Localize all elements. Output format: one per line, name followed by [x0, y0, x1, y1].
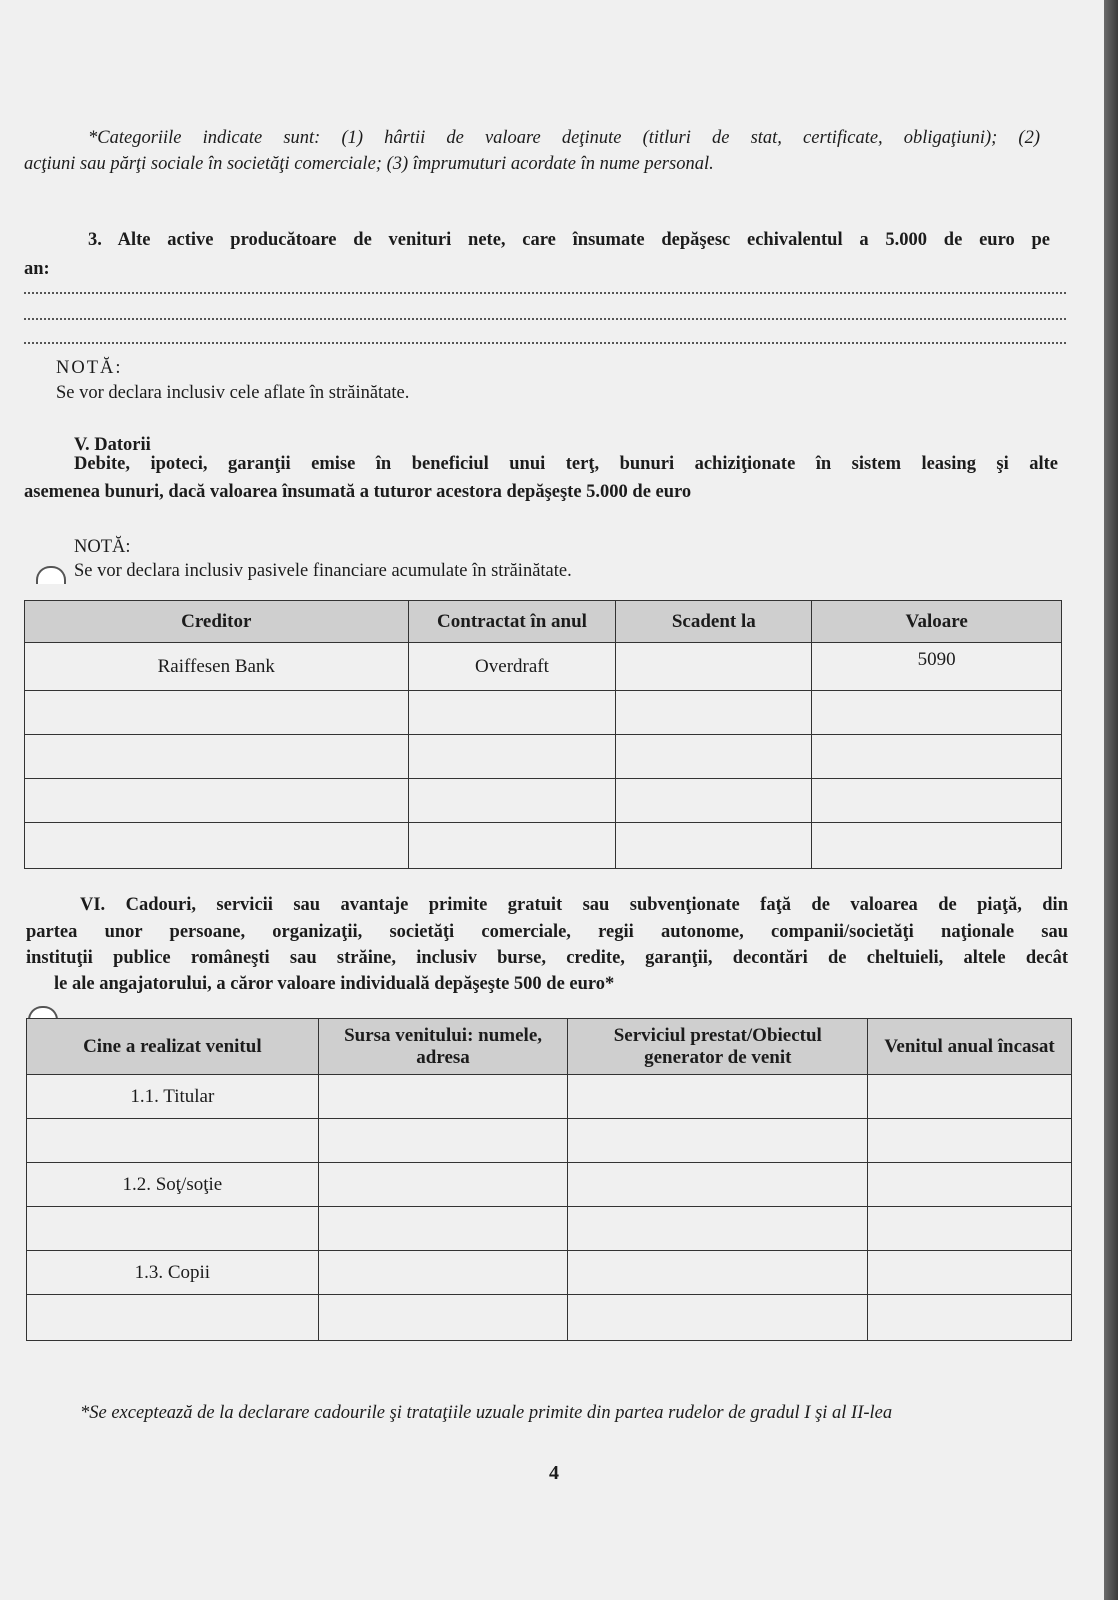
gifts-cell — [568, 1075, 868, 1119]
dotted-line-3 — [24, 342, 1066, 344]
debts-cell — [25, 823, 409, 869]
nota1-title: NOTĂ: — [56, 358, 123, 378]
gifts-cell — [568, 1295, 868, 1341]
footnote-categories-line2: acţiuni sau părţi sociale în societăţi comerciale; (3) împrumuturi acordate în nume personal. — [24, 154, 714, 174]
debts-cell — [25, 691, 409, 735]
table-row — [27, 1075, 1072, 1119]
gifts-cell — [27, 1119, 319, 1163]
table-row — [27, 1295, 1072, 1341]
section3-line2: an: — [24, 259, 50, 279]
gifts-cell — [27, 1207, 319, 1251]
dotted-line-1 — [24, 292, 1066, 294]
debts-cell — [812, 823, 1062, 869]
gifts-cell — [27, 1295, 319, 1341]
gifts-cell — [318, 1295, 568, 1341]
section5-heading: V. Datorii — [74, 435, 151, 455]
table-row — [25, 823, 1062, 869]
debts-cell — [616, 779, 812, 823]
debts-table-header — [25, 601, 1062, 643]
table-row — [27, 1207, 1072, 1251]
gifts-cell — [868, 1251, 1072, 1295]
gifts-cell — [318, 1075, 568, 1119]
gifts-cell — [318, 1251, 568, 1295]
footnote-gifts: *Se exceptează de la declarare cadourile şi trataţiile uzuale primite din partea rudelor de gradul I şi al II-lea — [80, 1403, 893, 1423]
gifts-header-who: Cine a realizat venitul — [27, 1019, 319, 1075]
debts-cell — [408, 779, 616, 823]
gifts-cell — [568, 1163, 868, 1207]
gifts-header-income: Venitul anual încasat — [868, 1019, 1072, 1075]
binder-hole-icon — [36, 566, 66, 584]
gifts-cell — [868, 1207, 1072, 1251]
debts-header-value: Valoare — [812, 601, 1062, 643]
debts-cell — [408, 735, 616, 779]
gifts-cell — [868, 1119, 1072, 1163]
debts-header-creditor: Creditor — [25, 601, 409, 643]
gifts-table — [26, 1018, 1072, 1341]
gifts-cell — [318, 1207, 568, 1251]
section6-line1: VI. Cadouri, servicii sau avantaje primite gratuit sau subvenţionate faţă de valoarea de piaţă, din — [80, 895, 1068, 915]
gifts-cell — [868, 1075, 1072, 1119]
debts-cell — [408, 691, 616, 735]
table-row — [25, 735, 1062, 779]
footnote-categories-line1: *Categoriile indicate sunt: (1) hârtii de valoare deţinute (titluri de stat, certificate, obligaţiuni); (2) — [88, 128, 1040, 148]
gifts-header-service: Serviciul prestat/Obiectul generator de venit — [568, 1019, 868, 1075]
section6-line3: instituţii publice româneşti sau străine, inclusiv burse, credite, garanţii, decontări de cheltuieli, altele decât — [26, 948, 1068, 968]
debts-cell — [812, 691, 1062, 735]
debts-cell — [616, 735, 812, 779]
gifts-cell: 1.3. Copii — [27, 1251, 319, 1295]
debts-cell: Raiffesen Bank — [25, 643, 409, 691]
gifts-cell — [318, 1163, 568, 1207]
gifts-table-header — [27, 1019, 1072, 1075]
section6-line4: le ale angajatorului, a căror valoare individuală depăşeşte 500 de euro* — [54, 974, 615, 994]
debts-cell: Overdraft — [408, 643, 616, 691]
nota1-text: Se vor declara inclusiv cele aflate în străinătate. — [56, 383, 410, 403]
gifts-cell — [568, 1207, 868, 1251]
table-row — [27, 1163, 1072, 1207]
debts-cell — [616, 643, 812, 691]
debts-cell — [812, 735, 1062, 779]
gifts-cell — [568, 1119, 868, 1163]
gifts-cell: 1.2. Soţ/soţie — [27, 1163, 319, 1207]
debts-cell — [25, 779, 409, 823]
debts-table — [24, 600, 1062, 869]
table-row — [25, 779, 1062, 823]
debts-cell — [616, 691, 812, 735]
debts-cell — [25, 735, 409, 779]
debts-cell — [616, 823, 812, 869]
page-edge-shadow — [1104, 0, 1118, 1600]
gifts-cell — [868, 1295, 1072, 1341]
section5-line2: asemenea bunuri, dacă valoarea însumată a tuturor acestora depăşeşte 5.000 de euro — [24, 482, 692, 502]
gifts-cell — [868, 1163, 1072, 1207]
nota2-text: Se vor declara inclusiv pasivele financiare acumulate în străinătate. — [74, 561, 572, 581]
section6-line2: partea unor persoane, organizaţii, societăţi comerciale, regii autonome, companii/societăţi naţionale sau — [26, 922, 1068, 942]
section5-line1: Debite, ipoteci, garanţii emise în beneficiul unui terţ, bunuri achiziţionate în sistem leasing şi alte — [74, 454, 1058, 474]
debts-header-contracted: Contractat în anul — [408, 601, 616, 643]
debts-cell — [812, 779, 1062, 823]
debts-cell — [408, 823, 616, 869]
table-row — [25, 691, 1062, 735]
table-row — [27, 1251, 1072, 1295]
debts-header-due: Scadent la — [616, 601, 812, 643]
section3-line1: 3. Alte active producătoare de venituri nete, care însumate depăşesc echivalentul a 5.000 de euro pe — [88, 230, 1050, 250]
dotted-line-2 — [24, 318, 1066, 320]
gifts-cell: 1.1. Titular — [27, 1075, 319, 1119]
nota2-title: NOTĂ: — [74, 537, 131, 557]
table-row — [25, 643, 1062, 691]
table-row — [27, 1119, 1072, 1163]
gifts-cell — [318, 1119, 568, 1163]
page-number: 4 — [549, 1462, 559, 1484]
gifts-cell — [568, 1251, 868, 1295]
debts-cell: 5090 — [812, 643, 1062, 691]
gifts-header-source: Sursa venitului: numele, adresa — [318, 1019, 568, 1075]
